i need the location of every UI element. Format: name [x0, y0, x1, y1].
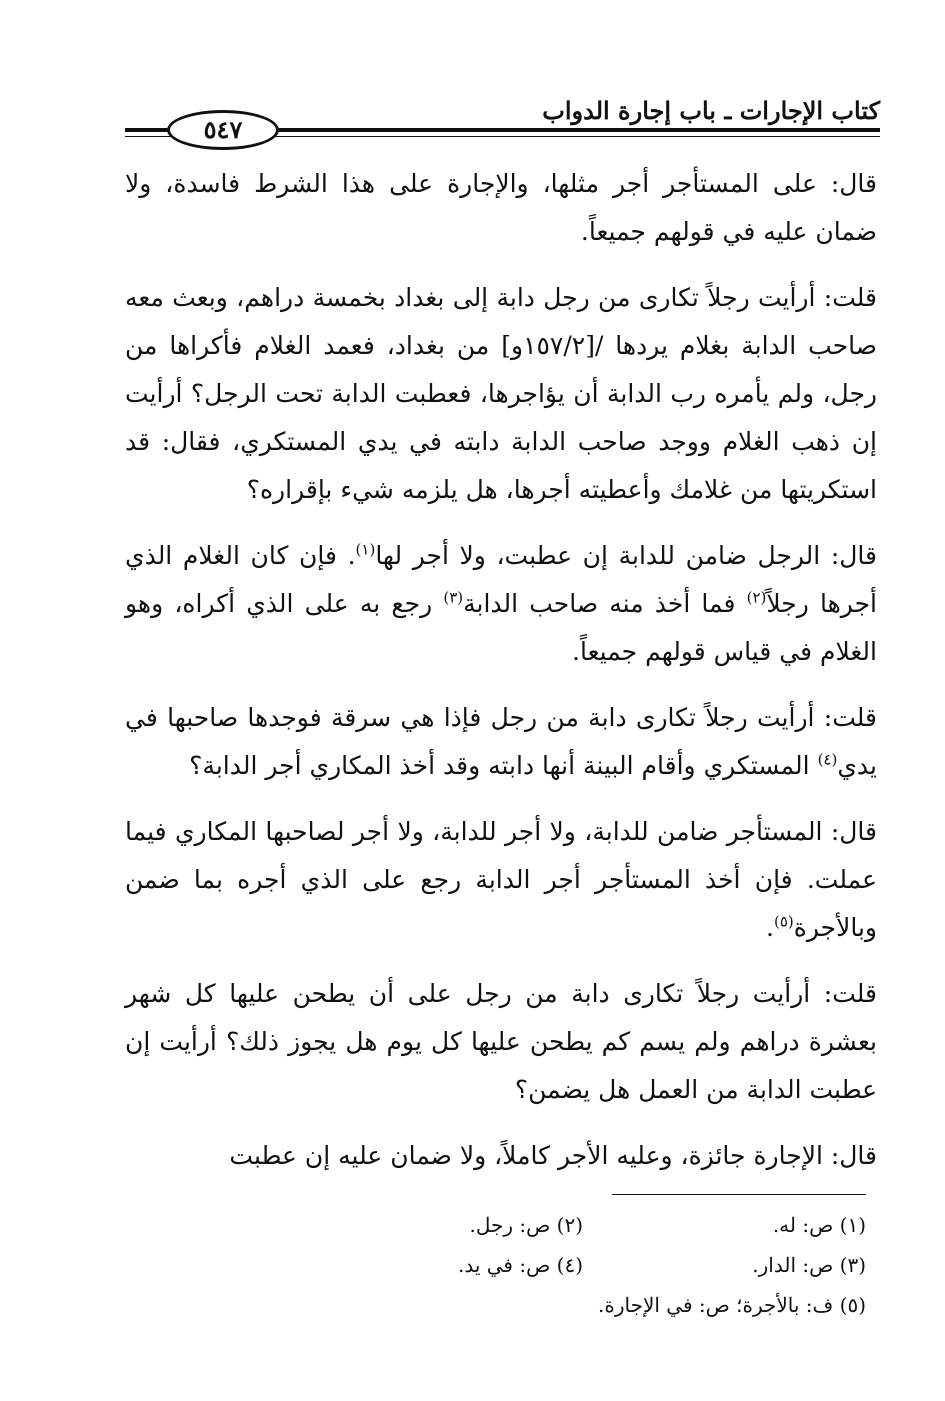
- paragraph-4-segment: المستكري وأقام البينة أنها دابته وقد أخذ المكاري أجر الدابة؟: [189, 751, 818, 780]
- paragraph-3-segment: قال: الرجل ضامن للدابة إن عطبت، ولا أجر لها: [375, 541, 877, 570]
- footnote-row: [300, 1245, 866, 1285]
- footnote-row: [300, 1285, 866, 1325]
- footnote-2: (٢) ص: رجل.: [469, 1213, 583, 1237]
- footnote-1: (١) ص: له.: [772, 1213, 866, 1237]
- footnote-ref-3: (٣): [443, 588, 464, 607]
- paragraph-3: [125, 532, 877, 676]
- footnote-ref-2: (٢): [746, 588, 767, 607]
- footnote-5: (٥) ف: بالأجرة؛ ص: في الإجارة.: [598, 1293, 866, 1317]
- paragraph-3-segment: فما أخذ منه صاحب الدابة: [463, 589, 747, 618]
- footnote-ref-1: (١): [355, 540, 376, 559]
- paragraph-3-segment: . فإن كان الغلام الذي أجرها رجلاً: [125, 541, 877, 618]
- paragraph-4: [125, 694, 877, 790]
- footnote-3: (٣) ص: الدار.: [752, 1253, 866, 1277]
- main-text: [125, 160, 877, 1198]
- paragraph-3-segment: رجع به على الذي أكراه، وهو الغلام في قياس قولهم جميعاً.: [125, 589, 877, 666]
- footnote-ref-4: (٤): [817, 750, 838, 769]
- page-header: [125, 88, 880, 158]
- running-title: كتاب الإجارات ـ باب إجارة الدواب: [542, 96, 880, 125]
- paragraph-6: قلت: أرأيت رجلاً تكارى دابة من رجل على أن يطحن عليها كل شهر بعشرة دراهم ولم يسم كم يطحن عليها كل يوم هل يجوز ذلك؟ أرأيت إن عطبت الدابة من العمل هل يضمن؟: [125, 979, 877, 1104]
- footnote-4: (٤) ص: في يد.: [457, 1253, 583, 1277]
- page-number-badge: [167, 110, 279, 150]
- paragraph-7: قال: الإجارة جائزة، وعليه الأجر كاملاً، ولا ضمان عليه إن عطبت: [229, 1141, 877, 1170]
- paragraph-1: قال: على المستأجر أجر مثلها، والإجارة على هذا الشرط فاسدة، ولا ضمان عليه في قولهم جميعاً.: [125, 169, 877, 246]
- paragraph-2: قلت: أرأيت رجلاً تكارى من رجل دابة إلى بغداد بخمسة دراهم، وبعث معه صاحب الدابة بغلام يردها /[١٥٧/٢و] من بغداد، فعمد الغلام فأكراها من رجل، ولم يأمره رب الدابة أن يؤاجرها، فعطبت الدابة تحت الرجل؟ أرأيت إن ذهب الغلام ووجد صاحب الدابة دابته في يدي المستكري، فقال: قد استكريتها من غلامك وأعطيته أجرها، هل يلزمه شيء بإقراره؟: [125, 283, 877, 504]
- page-number: ٥٤٧: [203, 115, 243, 144]
- paragraph-4-segment: قلت: أرأيت رجلاً تكارى دابة من رجل فإذا هي سرقة فوجدها صاحبها في يدي: [125, 703, 877, 780]
- paragraph-5: [125, 808, 877, 952]
- footnote-row: [300, 1205, 866, 1245]
- paragraph-5-segment: قال: المستأجر ضامن للدابة، ولا أجر للدابة، ولا أجر لصاحبها المكاري فيما عملت. فإن أخذ المستأجر أجر الدابة رجع على الذي أجره بما ضمن وبالأجرة: [125, 817, 877, 942]
- paragraph-5-segment: .: [766, 913, 774, 942]
- footnote-ref-5: (٥): [773, 912, 794, 931]
- footnote-separator: [612, 1194, 866, 1195]
- footnotes: [300, 1205, 866, 1325]
